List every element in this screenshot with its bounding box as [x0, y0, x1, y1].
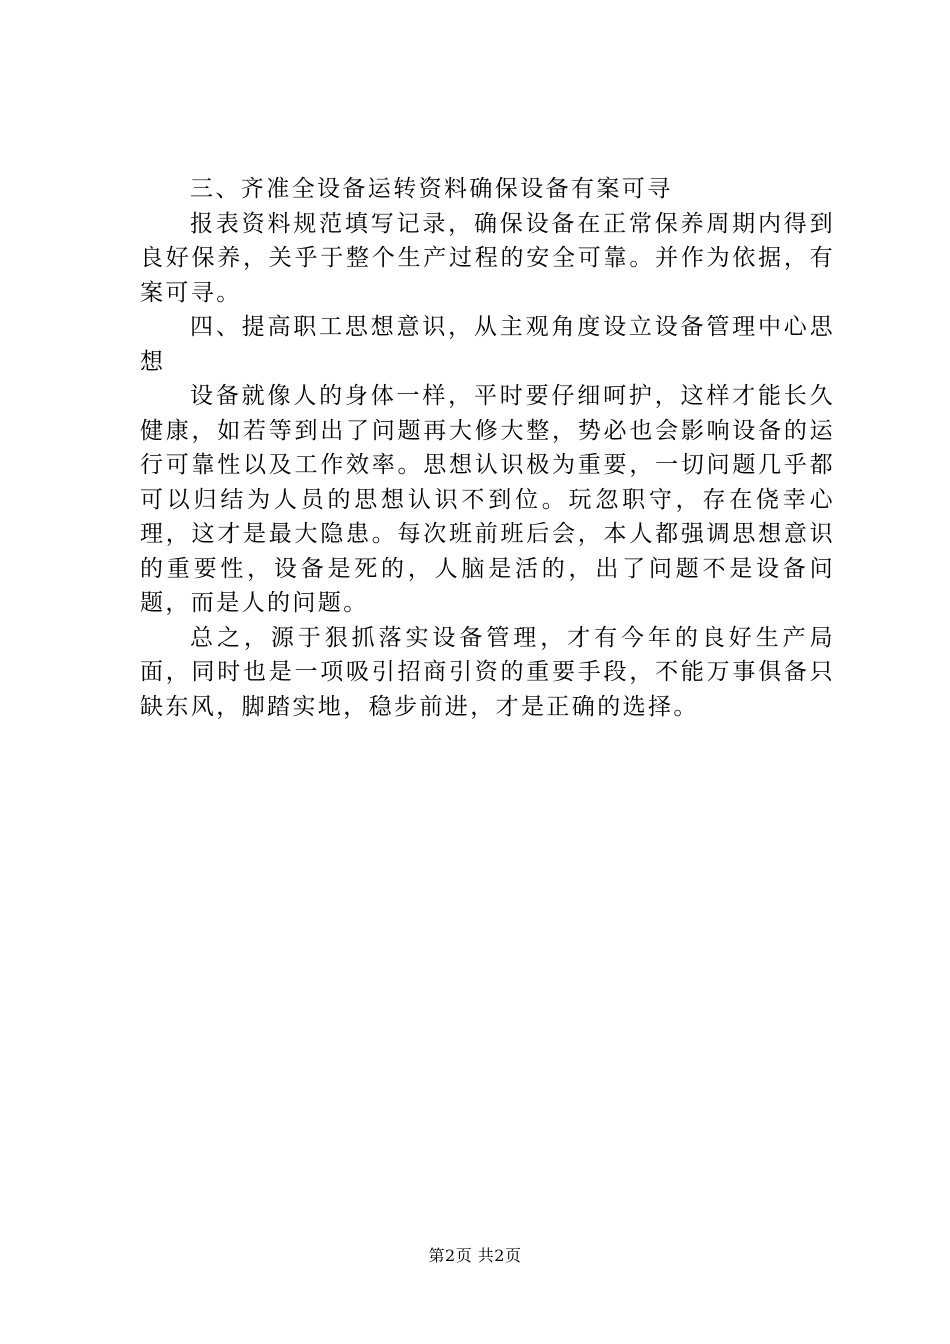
page-footer: 第2页 共2页 — [428, 1246, 522, 1265]
body-paragraph: 报表资料规范填写记录，确保设备在正常保养周期内得到良好保养，关乎于整个生产过程的安全可靠。并作为依据，有案可寻。 — [140, 210, 835, 306]
document-body — [140, 172, 835, 724]
conclusion-paragraph: 总之，源于狠抓落实设备管理，才有今年的良好生产局面，同时也是一项吸引招商引资的重要手段，不能万事俱备只缺东风，脚踏实地，稳步前进，才是正确的选择。 — [140, 624, 835, 720]
section-heading-three: 三、齐准全设备运转资料确保设备有案可寻 — [190, 176, 673, 202]
section-heading-four: 四、提高职工思想意识，从主观角度设立设备管理中心思想 — [140, 314, 835, 375]
body-paragraph: 设备就像人的身体一样，平时要仔细呵护，这样才能长久健康，如若等到出了问题再大修大整，势必也会影响设备的运行可靠性以及工作效率。思想认识极为重要，一切问题几乎都可以归结为人员的思想认识不到位。玩忽职守，存在侥幸心理，这才是最大隐患。每次班前班后会，本人都强调思想意识的重要性，设备是死的，人脑是活的，出了问题不是设备问题，而是人的问题。 — [140, 383, 835, 616]
